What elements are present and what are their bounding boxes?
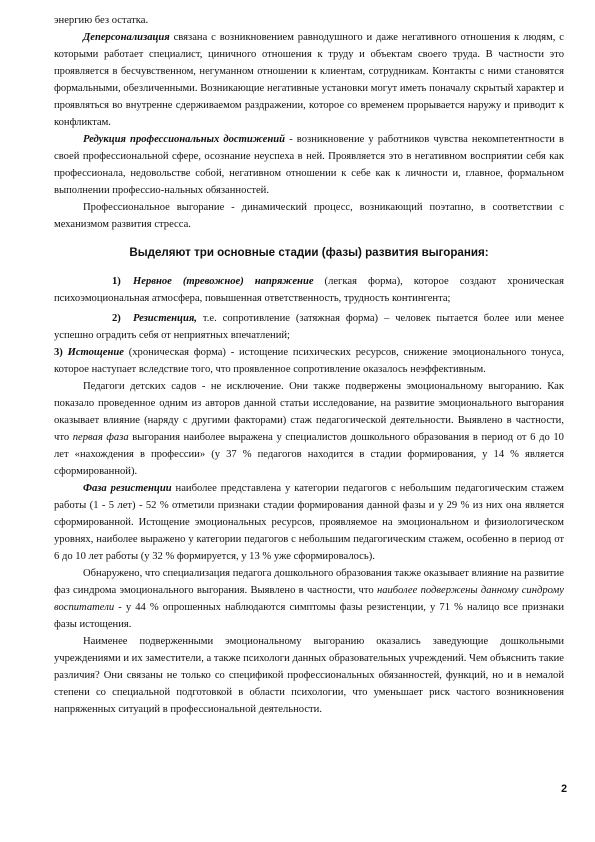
stage-number: 1) [112,276,121,287]
emphasis-educators: наиболее подвержены данному синдрому воспитатели [54,585,564,613]
paragraph-depersonalization [54,29,564,131]
stage-number: 3) [54,347,63,358]
paragraph-least-susceptible: Наименее подверженными эмоциональному выгоранию оказались заведующие дошкольными учреждениями и их заместители, а также психологи данных образовательных учреждений. Чем объяснить такие различия? Они связаны не только со спецификой профессиональных обязанностей, функций, но и в немалой степени со специальной подготовкой в области психологии, что уменьшает риск частого возникновения напряженных ситуаций в профессиональной деятельности. [54,636,564,715]
paragraph-text: наиболее представлена у категории педагогов с небольшим педагогическим стажем работы (1 - 5 лет) - 52 % отметили признаки стадии формирования данной фазы и у 29 % из них она является сформированной. Истощение эмоциональных ресурсов, проявляемое на эмоциональном и физиологическом уровнях, наиболее выражено у категории педагогов с небольшим педагогическим стажем, особенно в период от 6 до 10 лет работы (у 32 % формируется, у 13 % уже сформировалось). [54,483,565,562]
stage-text: т.е. сопротивление (затяжная форма) – человек пытается более или менее успешно оградить себя от неприятных впечатлений; [54,313,564,341]
paragraph-resistance-phase [54,480,564,565]
paragraph-text: - возникновение у работников чувства некомпетентности в своей профессиональной сфере, осознание неуспеха в ней. Проявляется это в негативном восприятии себя как профессионала, недовольстве собой, негативном отношении к себе как к личности и, главное, формальном выполнении профессио-нальных обязанностей. [54,134,564,196]
stage-1 [54,273,564,307]
paragraph-specialization [54,565,564,633]
paragraph-text: Обнаружено, что специализация педагога дошкольного образования также оказывает влияние на развитие фаз синдрома эмоционального выгорания. Выявлено в частности, что [54,568,564,596]
paragraph-text: Педагоги детских садов - не исключение. Они также подвержены эмоциональному выгоранию. Как показало проведенное одним из авторов данной статьи исследование, на развитие эмоционального выгорания оказывает влияние (наряду с другими факторами) стаж педагогической деятельности. Выявлено в частности, что [54,381,564,443]
stage-text: (хроническая форма) - истощение психических ресурсов, снижение эмоционального тонуса, которое наступает вследствие того, что проявленное сопротивление оказалось неэффективным. [54,347,564,375]
stage-3 [54,344,564,378]
stage-term: Истощение [67,347,124,358]
paragraph-kindergarten [54,378,564,480]
section-heading: Выделяют три основные стадии (фазы) развития выгорания: [129,246,489,259]
stage-text: (легкая форма), которое создают хроническая психоэмоциональная атмосфера, повышенная ответственность, трудность контингента; [54,276,564,304]
page-number: 2 [561,783,567,795]
emphasis-first-phase: первая фаза [72,432,129,443]
stage-2 [54,310,564,344]
paragraph-text: - у 44 % опрошенных наблюдаются симптомы фазы резистенции, у 71 % налицо все признаки фазы истощения. [54,602,564,630]
paragraph-text: связана с возникновением равнодушного и даже негативного отношения к людям, с которыми работает специалист, циничного отношения к труду и объектам своего труда. В частности это проявляется в бесчувственном, негуманном отношении к клиентам, сотрудникам. Контакты с ними становятся формальными, обезличенными. Возникающие негативные установки могут иметь поначалу скрытый характер и проявляться во внутренне сдерживаемом раздражении, которое со временем прорывается наружу и приводит к конфликтам. [54,32,564,128]
stage-term: Нервное (тревожное) напряжение [133,276,314,287]
term-depersonalization: Деперсонализация [83,32,170,43]
document-page [54,12,564,718]
paragraph-text: выгорания наиболее выражена у специалистов дошкольного образования в период от 6 до 10 лет «нахождения в профессии» (у 37 % педагогов находится в стадии формирования, у 14 % является сформированной). [54,432,564,477]
stage-number: 2) [112,313,121,324]
paragraph-continuation: энергию без остатка. [54,15,149,26]
paragraph-reduction [54,131,564,199]
term-resistance-phase: Фаза резистенции [83,483,172,494]
stage-term: Резистенция, [133,313,197,324]
term-reduction: Редукция профессиональных достижений [83,134,286,145]
paragraph-burnout-process: Профессиональное выгорание - динамический процесс, возникающий поэтапно, в соответствии с механизмом развития стресса. [54,202,564,230]
